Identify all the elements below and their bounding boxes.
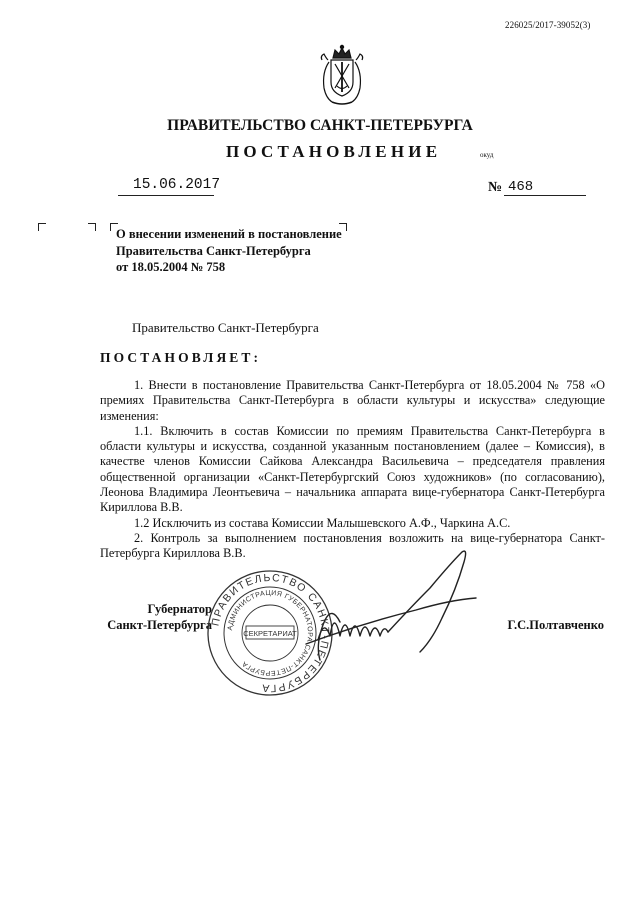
number-underline bbox=[504, 195, 586, 196]
document-body bbox=[100, 378, 605, 562]
signatory-name: Г.С.Полтавченко bbox=[507, 618, 604, 632]
signatory-position bbox=[100, 601, 212, 633]
document-subject bbox=[116, 226, 356, 276]
bracket-corner bbox=[38, 223, 46, 231]
resolves-heading: ПОСТАНОВЛЯЕТ: bbox=[100, 350, 262, 365]
subject-line: О внесении изменений в постановление bbox=[116, 227, 342, 241]
intro-text: Правительство Санкт-Петербурга bbox=[132, 320, 319, 335]
date-underline bbox=[118, 195, 214, 196]
document-date: 15.06.2017 bbox=[133, 177, 221, 193]
stamp-inner-text: АДМИНИСТРАЦИЯ ГУБЕРНАТОРА САНКТ-ПЕТЕРБУРГА bbox=[227, 589, 314, 677]
okud-label: окуд bbox=[480, 151, 494, 159]
coat-of-arms-icon bbox=[318, 44, 366, 108]
document-number: 468 bbox=[508, 179, 534, 195]
document-type-title: ПОСТАНОВЛЕНИЕ bbox=[226, 142, 442, 161]
number-sign: № bbox=[488, 180, 503, 195]
paragraph: 2. Контроль за выполнением постановления возложить на вице-губернатора Санкт-Петербурга Кириллова В.В. bbox=[100, 530, 605, 561]
stamp-center-text: СЕКРЕТАРИАТ bbox=[243, 629, 297, 638]
organization-title: ПРАВИТЕЛЬСТВО САНКТ-ПЕТЕРБУРГА bbox=[167, 117, 473, 134]
subject-line: от 18.05.2004 № 758 bbox=[116, 260, 226, 274]
document-id: 226025/2017-39052(3) bbox=[505, 20, 591, 30]
handwritten-signature bbox=[300, 548, 480, 683]
paragraph: 1.2 Исключить из состава Комиссии Малышевского А.Ф., Чаркина А.С. bbox=[134, 515, 511, 530]
paragraph: 1.1. Включить в состав Комиссии по премиям Правительства Санкт-Петербурга в области культуры и искусства, созданной указанным постановлением (далее – Комиссия), в качестве членов Комиссии Сайкова Александра Васильевича – председателя правления общественной организации «Санкт-Петербургский Союз художников» (по согласованию), Леонова Владимира Леонтьевича – начальника аппарата вице-губернатора Санкт-Петербурга Кириллова В.В. bbox=[100, 423, 605, 515]
position-line: Губернатор bbox=[147, 602, 212, 616]
stamp-outer-text: ПРАВИТЕЛЬСТВО САНКТ-ПЕТЕРБУРГА bbox=[209, 571, 332, 695]
paragraph: 1. Внести в постановление Правительства Санкт-Петербурга от 18.05.2004 № 758 «О премиях Правительства Санкт-Петербурга в области культуры и искусства» следующие изменения: bbox=[100, 378, 605, 423]
bracket-corner bbox=[88, 223, 96, 231]
position-line: Санкт-Петербурга bbox=[107, 618, 212, 632]
subject-line: Правительства Санкт-Петербурга bbox=[116, 243, 311, 258]
